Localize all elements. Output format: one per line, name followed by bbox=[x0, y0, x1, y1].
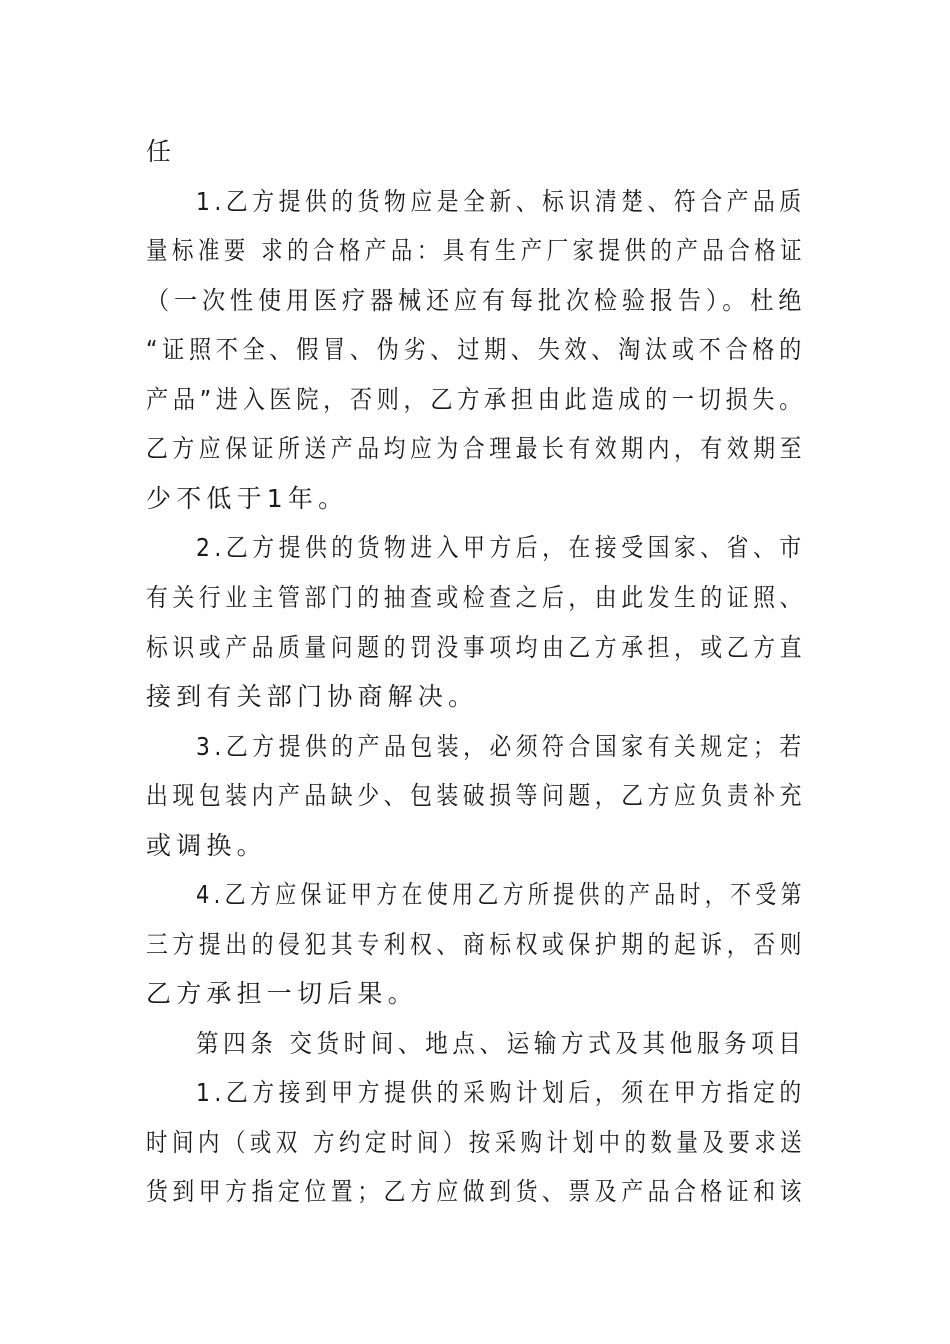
text-line-21: 时间内（或双 方约定时间）按采购计划中的数量及要求送 bbox=[146, 1128, 807, 1157]
text-line-4: （一次性使用医疗器械还应有每批次检验报告）。杜绝 bbox=[146, 286, 807, 315]
text-line-10: 有关行业主管部门的抽查或检查之后，由此发生的证照、 bbox=[146, 583, 807, 612]
text-line-13: 3.乙方提供的产品包装，必须符合国家有关规定；若 bbox=[196, 732, 806, 761]
text-line-8: 少不低于1年。 bbox=[146, 484, 349, 513]
text-line-6: 产品”进入医院，否则，乙方承担由此造成的一切损失。 bbox=[146, 385, 806, 414]
text-line-15: 或调换。 bbox=[146, 831, 267, 860]
text-line-3: 量标准要 求的合格产品：具有生产厂家提供的产品合格证 bbox=[146, 236, 807, 265]
text-line-17: 三方提出的侵犯其专利权、商标权或保护期的起诉，否则 bbox=[146, 930, 807, 959]
text-line-16: 4.乙方应保证甲方在使用乙方所提供的产品时，不受第 bbox=[196, 880, 806, 909]
text-line-9: 2.乙方提供的货物进入甲方后，在接受国家、省、市 bbox=[196, 533, 806, 562]
text-line-20: 1.乙方接到甲方提供的采购计划后，须在甲方指定的 bbox=[196, 1078, 806, 1107]
text-line-12: 接到有关部门协商解决。 bbox=[146, 682, 479, 711]
text-line-5: “证照不全、假冒、伪劣、过期、失效、淘汰或不合格的 bbox=[146, 335, 806, 364]
text-line-22: 货到甲方指定位置；乙方应做到货、票及产品合格证和该 bbox=[146, 1177, 807, 1206]
text-line-7: 乙方应保证所送产品均应为合理最长有效期内，有效期至 bbox=[146, 434, 807, 463]
text-line-14: 出现包装内产品缺少、包装破损等问题，乙方应负责补充 bbox=[146, 781, 807, 810]
text-line-18: 乙方承担一切后果。 bbox=[146, 979, 418, 1008]
text-line-11: 标识或产品质量问题的罚没事项均由乙方承担，或乙方直 bbox=[146, 633, 807, 662]
text-line-1: 任 bbox=[146, 137, 177, 166]
section-heading: 第四条 交货时间、地点、运输方式及其他服务项目 bbox=[196, 1029, 806, 1058]
text-line-2: 1.乙方提供的货物应是全新、标识清楚、符合产品质 bbox=[196, 187, 806, 216]
